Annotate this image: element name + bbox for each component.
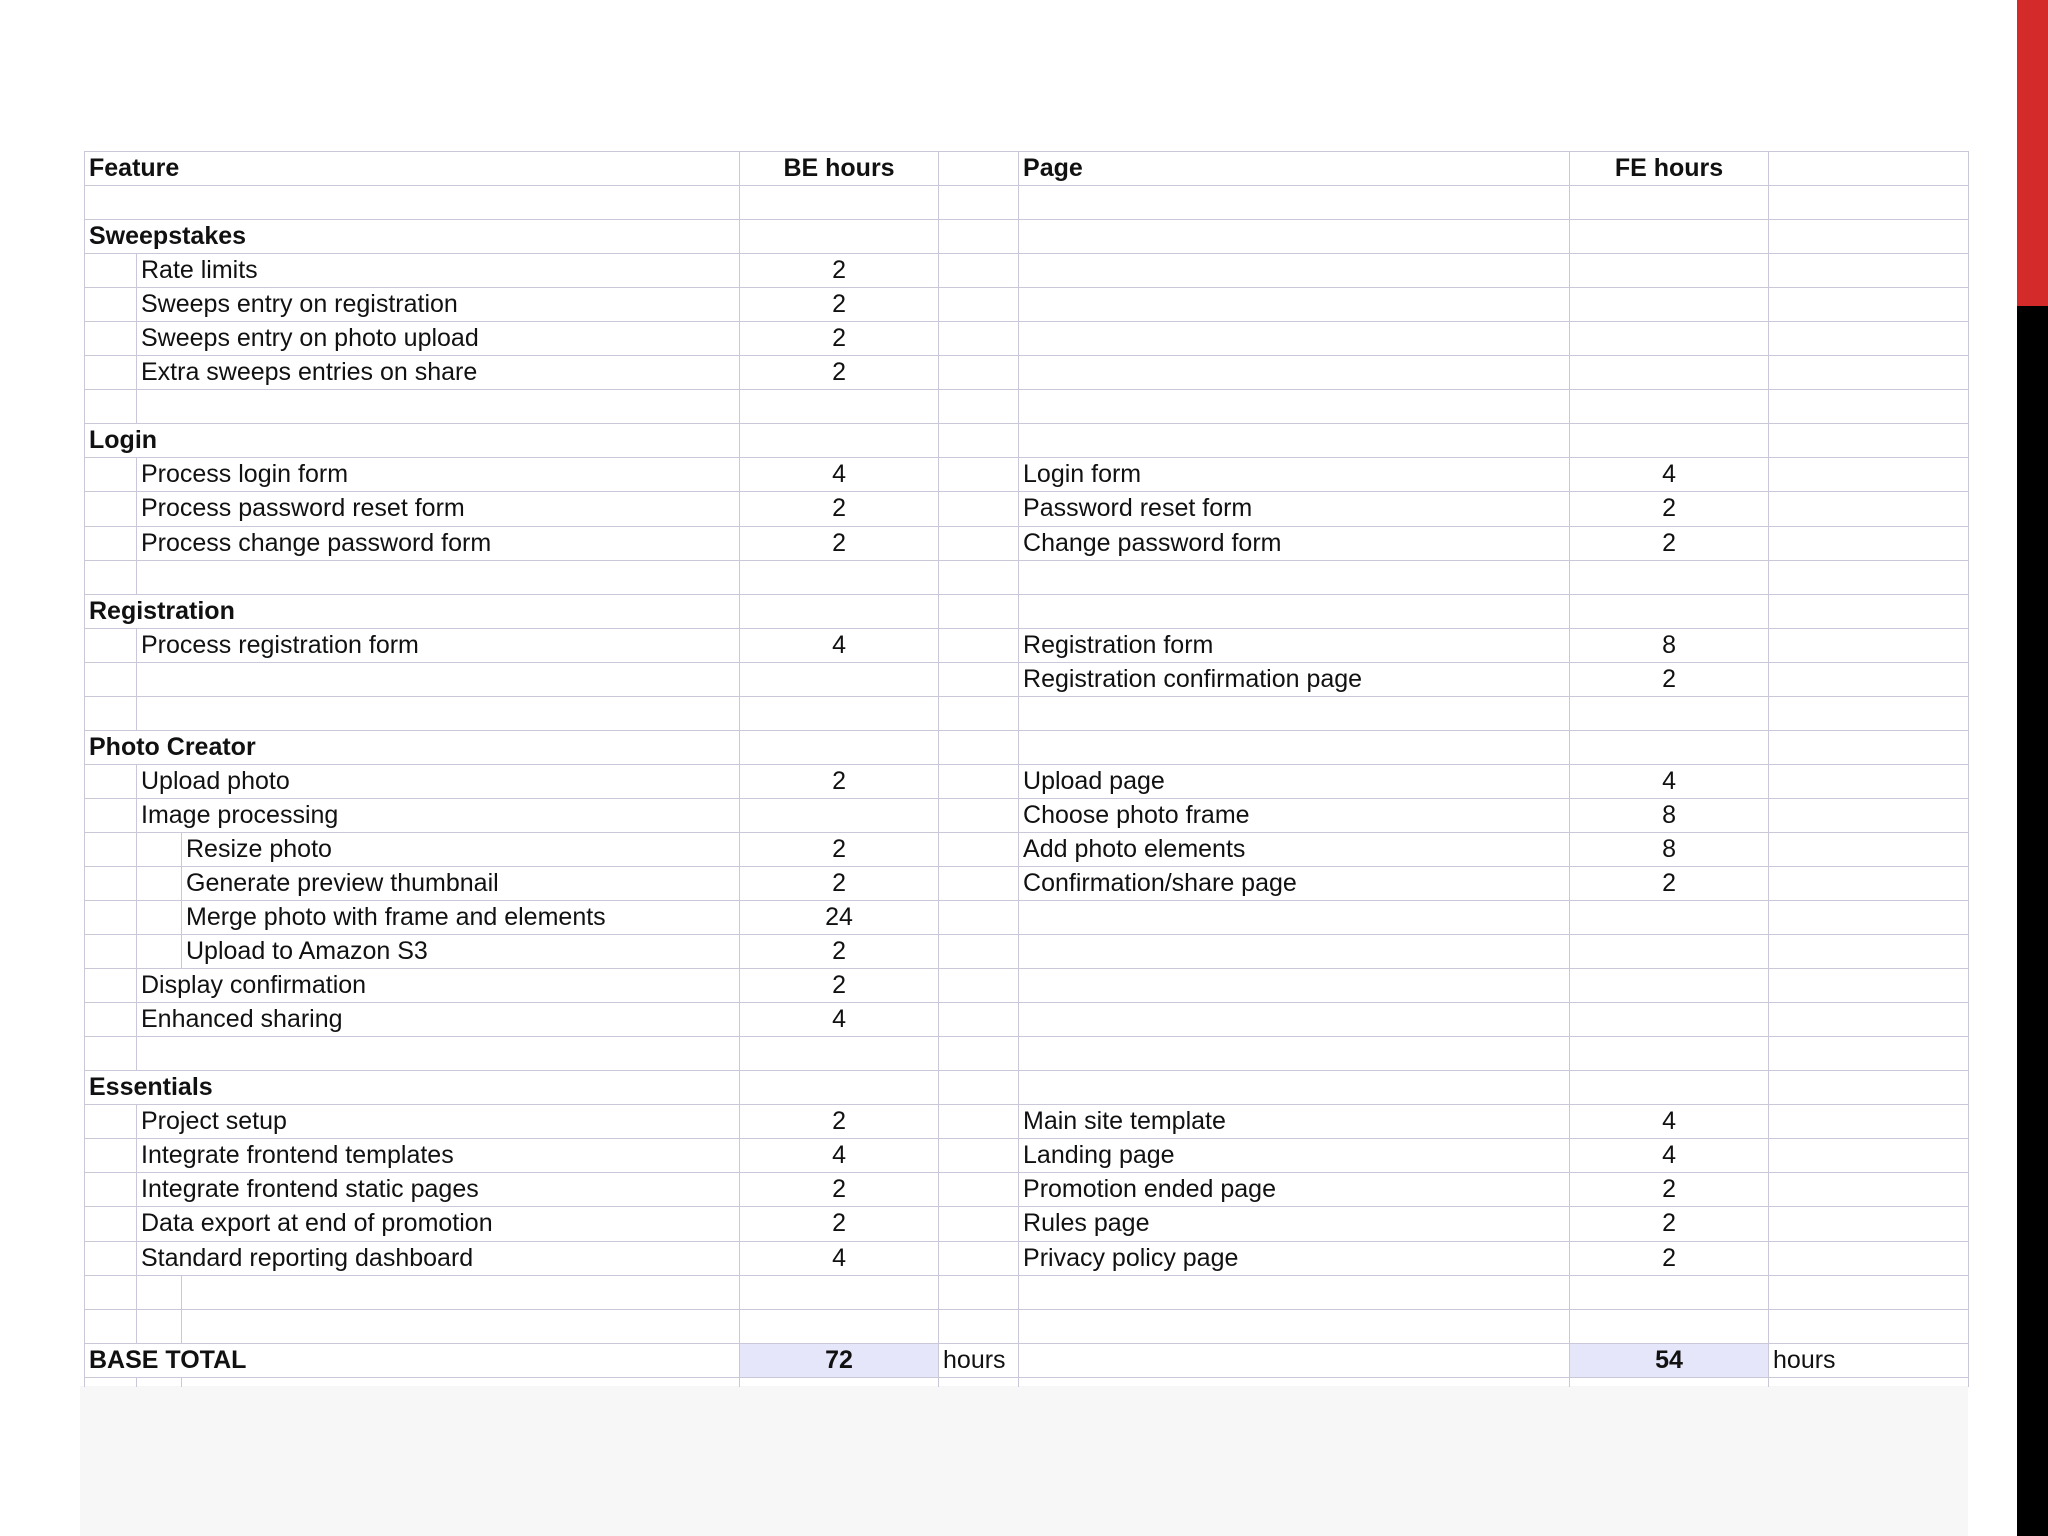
be-hours-cell: 2 [740,1105,939,1139]
spacer-row [85,1275,1969,1309]
section-title-login: Login [85,424,740,458]
section-title-photo-creator: Photo Creator [85,730,740,764]
table-row [85,254,1969,288]
header-fe-hours: FE hours [1570,152,1769,186]
spacer-row [85,560,1969,594]
table-row [85,1241,1969,1275]
be-hours-cell: 2 [740,1173,939,1207]
page-cell: Privacy policy page [1019,1241,1570,1275]
accent-bar-black [2017,306,2048,1536]
fe-hours-cell: 2 [1570,492,1769,526]
spacer-row [85,1037,1969,1071]
feature-cell: Extra sweeps entries on share [137,356,740,390]
page-cell: Registration confirmation page [1019,662,1570,696]
slide-footer-area [80,1386,1968,1536]
fe-hours-cell: 2 [1570,1241,1769,1275]
table-row [85,356,1969,390]
page-cell: Login form [1019,458,1570,492]
table-row [85,1139,1969,1173]
header-be-hours: BE hours [740,152,939,186]
section-title-registration: Registration [85,594,740,628]
header-page: Page [1019,152,1570,186]
table-row [85,1207,1969,1241]
fe-hours-cell: 2 [1570,662,1769,696]
table-row [85,458,1969,492]
total-row [85,1343,1969,1377]
fe-total-unit: hours [1769,1343,1969,1377]
feature-cell: Process registration form [137,628,740,662]
feature-cell: Process login form [137,458,740,492]
feature-cell: Process password reset form [137,492,740,526]
table-row [85,1003,1969,1037]
page-cell: Add photo elements [1019,832,1570,866]
page-cell: Change password form [1019,526,1570,560]
be-hours-cell: 4 [740,1241,939,1275]
be-total-value: 72 [740,1343,939,1377]
sub-feature-cell: Generate preview thumbnail [182,866,740,900]
be-hours-cell: 2 [740,969,939,1003]
table-row [85,526,1969,560]
table-row [85,832,1969,866]
feature-cell: Integrate frontend static pages [137,1173,740,1207]
table-row [85,628,1969,662]
page-cell: Rules page [1019,1207,1570,1241]
fe-hours-cell: 8 [1570,628,1769,662]
feature-cell: Enhanced sharing [137,1003,740,1037]
table-row [85,866,1969,900]
be-total-unit: hours [939,1343,1019,1377]
feature-cell: Image processing [137,798,740,832]
be-hours-cell: 4 [740,1003,939,1037]
fe-total-value: 54 [1570,1343,1769,1377]
table-row [85,662,1969,696]
fe-hours-cell: 4 [1570,1139,1769,1173]
spacer-row [85,1309,1969,1343]
be-hours-cell: 4 [740,628,939,662]
be-hours-cell: 4 [740,1139,939,1173]
be-hours-cell: 4 [740,458,939,492]
table-row [85,288,1969,322]
feature-cell: Rate limits [137,254,740,288]
page-cell: Landing page [1019,1139,1570,1173]
section-row [85,730,1969,764]
be-hours-cell: 2 [740,764,939,798]
page-cell: Promotion ended page [1019,1173,1570,1207]
section-title-essentials: Essentials [85,1071,740,1105]
fe-hours-cell: 8 [1570,798,1769,832]
be-hours-cell: 2 [740,322,939,356]
fe-hours-cell: 2 [1570,866,1769,900]
feature-cell: Project setup [137,1105,740,1139]
section-row [85,424,1969,458]
be-hours-cell: 2 [740,866,939,900]
table-row [85,1105,1969,1139]
fe-hours-cell: 4 [1570,458,1769,492]
fe-hours-cell: 2 [1570,526,1769,560]
section-row [85,220,1969,254]
be-hours-cell: 2 [740,526,939,560]
estimate-spreadsheet [84,151,1969,1387]
be-hours-cell: 2 [740,492,939,526]
table-row [85,969,1969,1003]
table-row [85,764,1969,798]
table-row [85,322,1969,356]
be-hours-cell: 2 [740,935,939,969]
spacer-row [85,390,1969,424]
feature-cell: Integrate frontend templates [137,1139,740,1173]
header-feature: Feature [85,152,740,186]
fe-hours-cell: 2 [1570,1173,1769,1207]
feature-cell: Data export at end of promotion [137,1207,740,1241]
table-row [85,901,1969,935]
be-hours-cell: 24 [740,901,939,935]
page-cell: Registration form [1019,628,1570,662]
spacer-row [85,1377,1969,1387]
page-cell: Confirmation/share page [1019,866,1570,900]
spacer-row [85,186,1969,220]
page-cell: Password reset form [1019,492,1570,526]
page-cell: Choose photo frame [1019,798,1570,832]
feature-cell: Sweeps entry on registration [137,288,740,322]
sub-feature-cell: Merge photo with frame and elements [182,901,740,935]
feature-cell: Standard reporting dashboard [137,1241,740,1275]
section-row [85,594,1969,628]
feature-cell: Process change password form [137,526,740,560]
page-cell: Upload page [1019,764,1570,798]
feature-cell: Sweeps entry on photo upload [137,322,740,356]
table-row [85,1173,1969,1207]
table-row [85,798,1969,832]
be-hours-cell: 2 [740,1207,939,1241]
spacer-row [85,696,1969,730]
be-hours-cell: 2 [740,288,939,322]
be-hours-cell [740,798,939,832]
fe-hours-cell: 8 [1570,832,1769,866]
be-hours-cell: 2 [740,356,939,390]
page-cell: Main site template [1019,1105,1570,1139]
section-row [85,1071,1969,1105]
be-hours-cell: 2 [740,254,939,288]
accent-bar-red [2017,0,2048,306]
header-row [85,152,1969,186]
sub-feature-cell: Upload to Amazon S3 [182,935,740,969]
sub-feature-cell: Resize photo [182,832,740,866]
table-row [85,492,1969,526]
feature-cell: Display confirmation [137,969,740,1003]
fe-hours-cell: 4 [1570,1105,1769,1139]
table-row [85,935,1969,969]
fe-hours-cell: 2 [1570,1207,1769,1241]
be-hours-cell: 2 [740,832,939,866]
section-title-sweepstakes: Sweepstakes [85,220,740,254]
feature-cell: Upload photo [137,764,740,798]
fe-hours-cell: 4 [1570,764,1769,798]
total-label: BASE TOTAL [85,1343,740,1377]
